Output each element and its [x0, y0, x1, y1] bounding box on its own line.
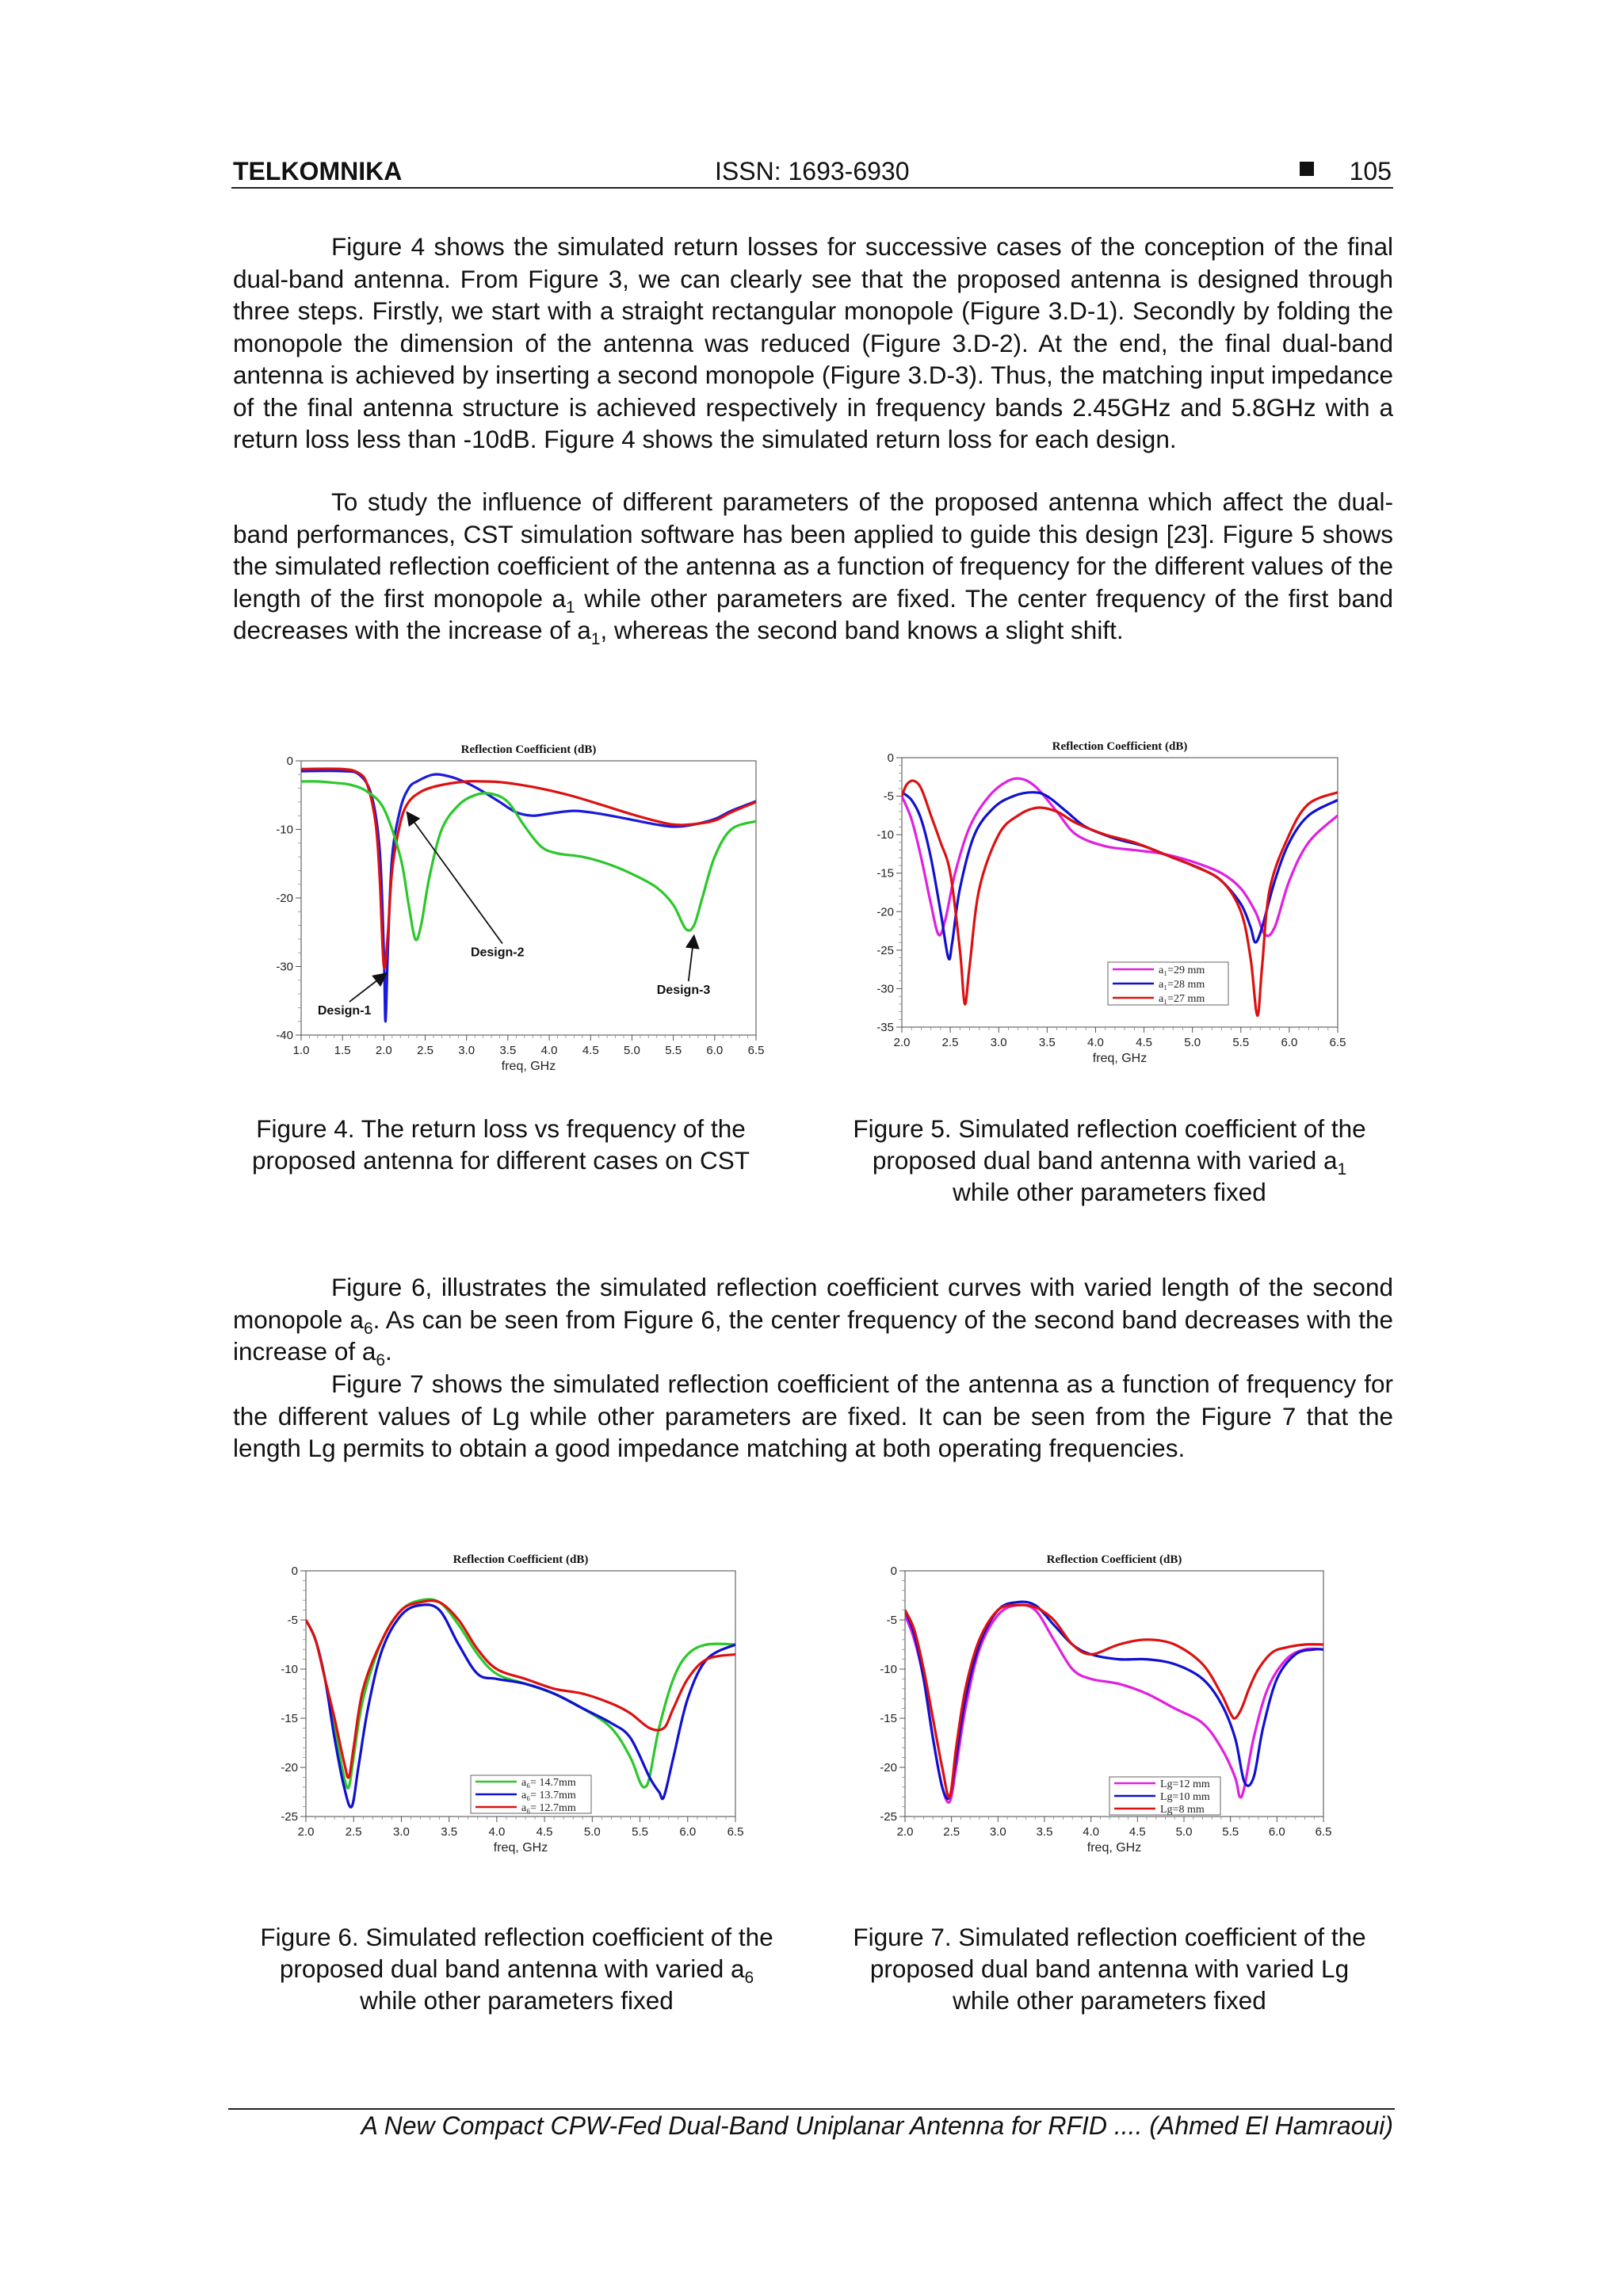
x-tick-label: 2.5 [943, 1825, 960, 1839]
figure-6 [269, 1544, 761, 1885]
caption-text: proposed dual band antenna with varied a [279, 1954, 745, 1983]
x-tick-label: 4.0 [540, 1044, 558, 1057]
legend-label: Lg=10 mm [1160, 1791, 1210, 1803]
paragraph-text: . As can be seen from Figure 6, the center frequency of the second band decreases with the increase of a [233, 1305, 1393, 1366]
square-bullet-icon [1300, 162, 1314, 176]
x-axis-label: freq, GHz [493, 1841, 548, 1855]
caption-line [231, 1953, 802, 1985]
paragraph-text: while other parameters are fixed. The center frequency of the first band decreases with the increase of a [233, 583, 1394, 644]
y-tick-label: -10 [880, 1663, 897, 1676]
x-tick-label: 5.0 [583, 1825, 601, 1839]
paragraph-figure7 [233, 1368, 1393, 1465]
x-axis-label: freq, GHz [1086, 1841, 1142, 1855]
figure-7 [856, 1544, 1363, 1885]
legend-label: a₆= 12.7mm [521, 1802, 576, 1814]
x-tick-label: 5.5 [1232, 1036, 1250, 1049]
x-tick-label: 6.0 [679, 1825, 697, 1839]
x-tick-label: 6.5 [727, 1825, 744, 1839]
y-tick-label: -25 [281, 1810, 298, 1824]
paragraph-text: , whereas the second band knows a slight shift. [600, 616, 1124, 644]
x-tick-label: 2.0 [375, 1044, 392, 1057]
x-tick-label: 4.0 [488, 1825, 506, 1839]
subscript: 6 [376, 1351, 386, 1370]
caption-line: while other parameters fixed [953, 1986, 1266, 2015]
legend-label: a₁=27 mm [1159, 993, 1205, 1005]
chart-title: Reflection Coefficient (dB) [460, 743, 597, 756]
x-tick-label: 3.5 [441, 1825, 458, 1839]
y-tick-label: -5 [886, 1614, 897, 1627]
figure-4 [252, 734, 799, 1091]
legend-label: a₆= 13.7mm [521, 1790, 576, 1801]
caption-line: Figure 5. Simulated reflection coefficient of the [853, 1114, 1366, 1143]
subscript: 6 [363, 1319, 373, 1338]
paragraph-text: To study the influence of different parameters of the proposed antenna which affect the dual-band performances, CST simulation software has been applied to guide this design [23]. Figure 5 shows the simulated reflection coefficient of the antenna as a function of frequency for the different values of the length of the first monopole a [233, 487, 1393, 613]
caption-line [824, 1144, 1395, 1179]
x-tick-label: 6.0 [706, 1044, 724, 1057]
x-tick-label: 3.5 [1036, 1825, 1053, 1839]
y-tick-label: -10 [876, 828, 894, 842]
figure-6-chart [269, 1544, 761, 1885]
x-tick-label: 2.0 [893, 1036, 911, 1049]
x-tick-label: 1.0 [292, 1044, 310, 1057]
paragraph-figure6 [233, 1271, 1393, 1368]
chart-title: Reflection Coefficient (dB) [453, 1553, 589, 1566]
footer-rule [228, 2108, 1395, 2110]
x-tick-label: 5.5 [632, 1825, 648, 1839]
chart-title: Reflection Coefficient (dB) [1046, 1553, 1182, 1566]
x-tick-label: 3.0 [458, 1044, 475, 1057]
paragraph-figure4 [233, 231, 1393, 456]
caption-line: Figure 4. The return loss vs frequency of the [256, 1114, 746, 1143]
x-tick-label: 5.5 [1222, 1825, 1239, 1839]
legend-label: a₆= 14.7mm [521, 1777, 576, 1789]
annotation-label: Design-1 [317, 1004, 372, 1018]
x-tick-label: 2.5 [345, 1825, 362, 1839]
subscript: 6 [744, 1969, 754, 1987]
caption-line: proposed antenna for different cases on CST [251, 1146, 750, 1175]
caption-line: while other parameters fixed [953, 1178, 1266, 1206]
figure-5 [840, 729, 1395, 1086]
y-tick-label: -10 [276, 823, 293, 837]
x-axis-label: freq, GHz [501, 1060, 556, 1073]
x-tick-label: 1.5 [334, 1044, 351, 1057]
y-tick-label: 0 [291, 1564, 298, 1578]
y-tick-label: -30 [876, 982, 894, 996]
y-tick-label: -20 [876, 905, 894, 919]
x-tick-label: 3.0 [990, 1036, 1007, 1049]
y-tick-label: -5 [287, 1614, 298, 1627]
journal-name: TELKOMNIKA [233, 157, 403, 185]
y-tick-label: -20 [276, 892, 293, 905]
caption-line: while other parameters fixed [360, 1986, 674, 2015]
y-tick-label: -5 [883, 789, 894, 804]
figure-4-caption [231, 1113, 770, 1176]
paragraph-text: Figure 4 shows the simulated return losses for successive cases of the conception of the final dual-band antenna. From Figure 3, we can clearly see that the proposed antenna is designed through three steps. Firstly, we start with a straight rectangular monopole (Figure 3.D-1). Secondly by folding the monopole the dimension of the antenna was reduced (Figure 3.D-2). At the end, the final dual-band antenna is achieved by inserting a second monopole (Figure 3.D-3). Thus, the matching input impedance of the final antenna structure is achieved respectively in frequency bands 2.45GHz and 5.8GHz with a return loss less than -10dB. Figure 4 shows the simulated return loss for each design. [233, 232, 1393, 453]
x-tick-label: 5.5 [665, 1044, 682, 1057]
page-number: 105 [1349, 157, 1392, 185]
paragraph-text: Figure 7 shows the simulated reflection coefficient of the antenna as a function of frequency for the different values of Lg while other parameters are fixed. It can be seen from the Figure 7 that the length Lg permits to obtain a good impedance matching at both operating frequencies. [233, 1370, 1393, 1462]
figure-4-chart [252, 734, 799, 1091]
y-tick-label: -30 [276, 960, 293, 974]
y-tick-label: -25 [880, 1810, 897, 1824]
caption-line: Figure 7. Simulated reflection coefficient of the [853, 1923, 1366, 1951]
figure-7-chart [856, 1544, 1363, 1885]
y-tick-label: -25 [876, 943, 894, 957]
y-tick-label: -15 [281, 1712, 298, 1725]
x-tick-label: 4.5 [582, 1044, 599, 1057]
x-tick-label: 3.5 [499, 1044, 517, 1057]
chart-title: Reflection Coefficient (dB) [1052, 740, 1188, 753]
y-tick-label: 0 [890, 1564, 897, 1578]
subscript: 1 [590, 630, 601, 648]
paragraph-figure5 [233, 486, 1393, 647]
caption-line: Figure 6. Simulated reflection coefficient of the [260, 1923, 773, 1951]
subscript: 1 [1337, 1160, 1347, 1179]
x-tick-label: 4.5 [536, 1825, 553, 1839]
x-tick-label: 5.0 [1184, 1036, 1201, 1049]
figure-5-caption [824, 1113, 1395, 1208]
legend-label: a₁=29 mm [1159, 965, 1205, 976]
x-tick-label: 3.5 [1038, 1036, 1056, 1049]
annotation-label: Design-3 [656, 984, 711, 998]
x-tick-label: 3.0 [393, 1825, 410, 1839]
x-tick-label: 5.0 [1175, 1825, 1193, 1839]
paragraph-text: . [385, 1337, 392, 1366]
figure-7-caption [824, 1921, 1395, 2016]
figure-6-caption [231, 1921, 802, 2016]
x-tick-label: 6.0 [1268, 1825, 1285, 1839]
page-header [231, 155, 1393, 189]
y-tick-label: -10 [281, 1663, 298, 1676]
x-tick-label: 2.0 [297, 1825, 315, 1839]
page-footer: A New Compact CPW-Fed Dual-Band Uniplanar Antenna for RFID .... (Ahmed El Hamraoui) [361, 2111, 1393, 2140]
y-tick-label: -35 [876, 1021, 894, 1034]
issn: ISSN: 1693-6930 [715, 157, 910, 185]
y-tick-label: 0 [887, 751, 894, 765]
caption-line: proposed dual band antenna with varied Lg [869, 1954, 1350, 1983]
annotation-label: Design-2 [470, 946, 525, 960]
legend-label: Lg=12 mm [1160, 1778, 1210, 1790]
y-tick-label: -15 [880, 1712, 897, 1725]
legend-label: a₁=28 mm [1159, 979, 1205, 991]
x-tick-label: 4.0 [1087, 1036, 1104, 1049]
figure-5-chart [840, 729, 1395, 1086]
caption-text: proposed dual band antenna with varied a [872, 1146, 1338, 1175]
x-tick-label: 5.0 [624, 1044, 640, 1057]
x-axis-label: freq, GHz [1092, 1052, 1148, 1065]
x-tick-label: 6.5 [1329, 1036, 1346, 1049]
x-tick-label: 4.5 [1136, 1036, 1152, 1049]
x-tick-label: 2.0 [896, 1825, 914, 1839]
y-tick-label: 0 [286, 755, 293, 768]
y-tick-label: -20 [880, 1761, 897, 1775]
x-tick-label: 6.0 [1281, 1036, 1298, 1049]
x-tick-label: 3.0 [989, 1825, 1006, 1839]
paragraph-text: Figure 6, illustrates the simulated reflection coefficient curves with varied length of the second monopole a [233, 1273, 1393, 1334]
y-tick-label: -40 [276, 1029, 293, 1042]
y-tick-label: -20 [281, 1761, 298, 1775]
x-tick-label: 4.0 [1083, 1825, 1100, 1839]
subscript: 1 [566, 598, 575, 617]
x-tick-label: 6.5 [1315, 1825, 1332, 1839]
x-tick-label: 6.5 [747, 1044, 765, 1057]
x-tick-label: 2.5 [417, 1044, 433, 1057]
x-tick-label: 2.5 [941, 1036, 959, 1049]
x-tick-label: 4.5 [1128, 1825, 1146, 1839]
legend-label: Lg=8 mm [1160, 1804, 1205, 1816]
y-tick-label: -15 [876, 866, 894, 881]
